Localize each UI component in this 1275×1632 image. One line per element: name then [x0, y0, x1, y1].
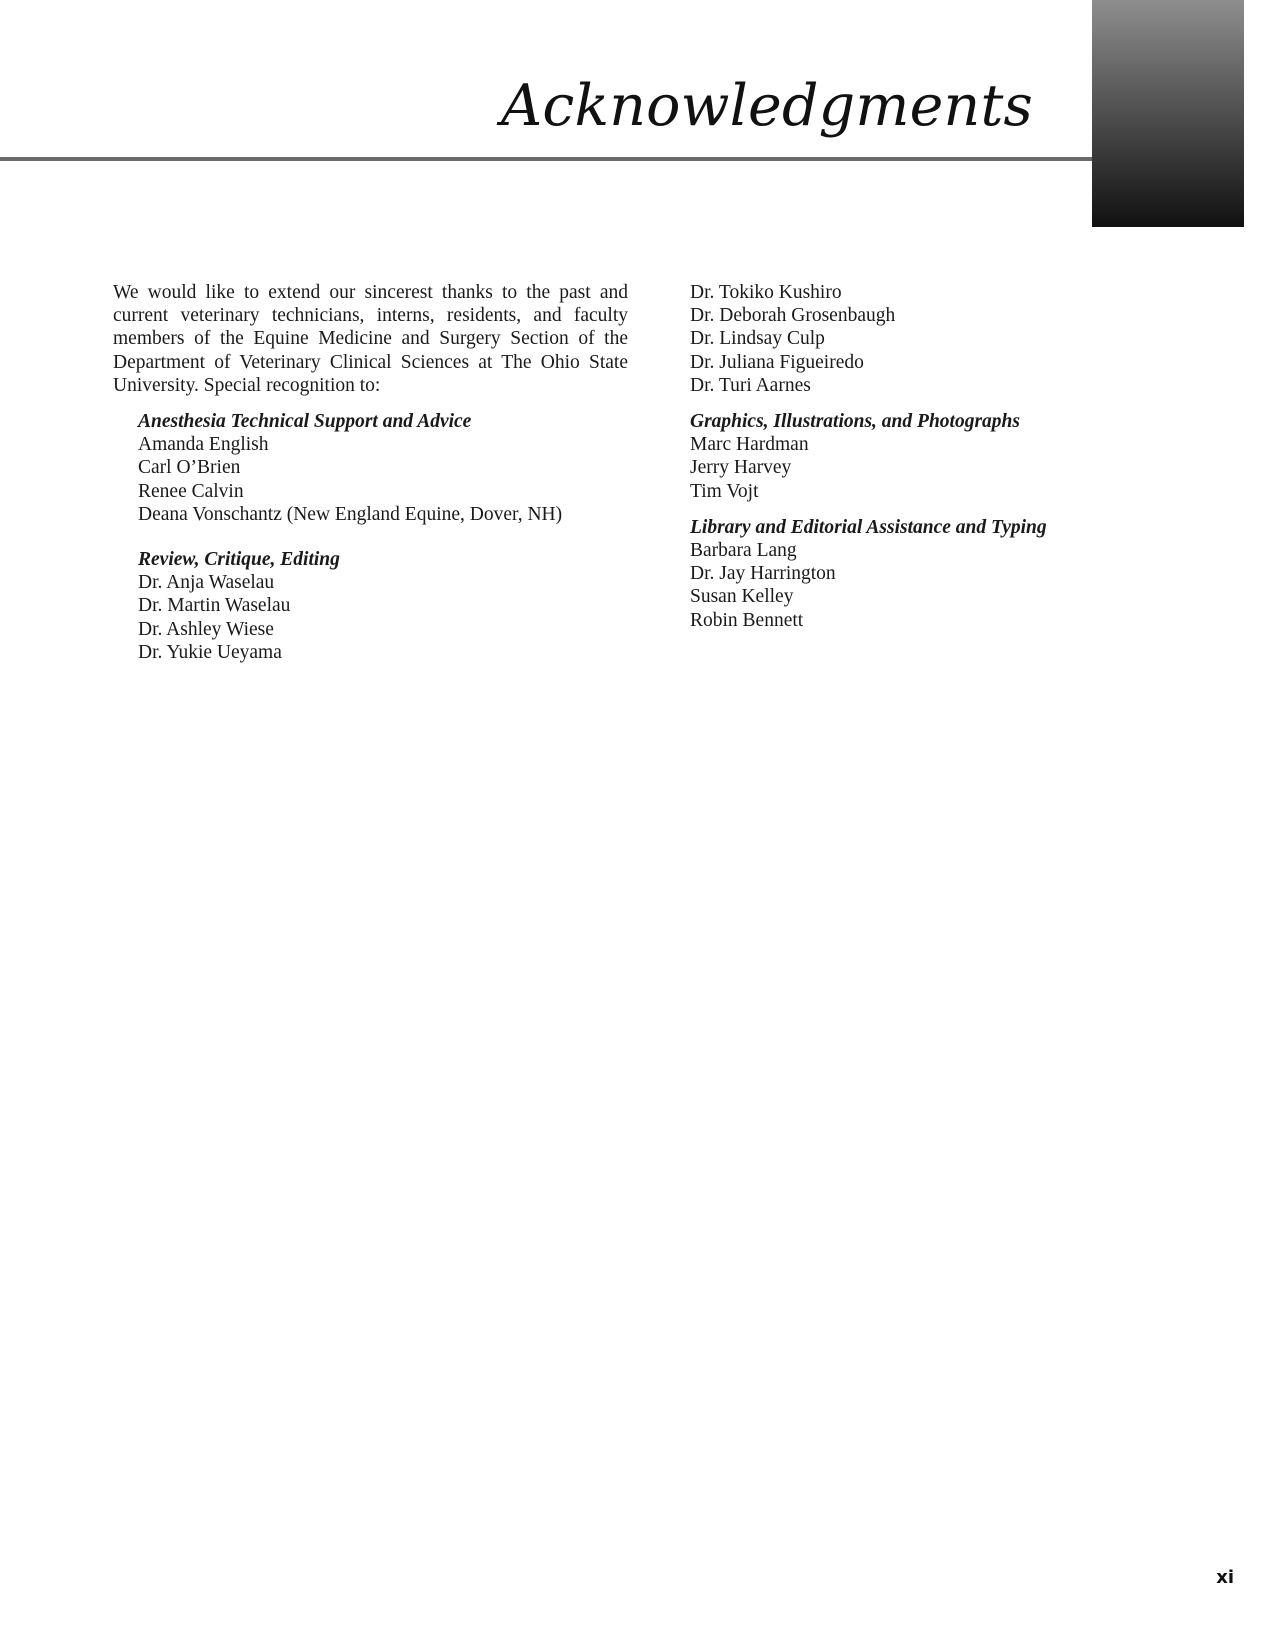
person-name: Barbara Lang — [690, 540, 797, 562]
group-library-editorial — [690, 516, 1110, 632]
person-name: Dr. Deborah Grosenbaugh — [690, 305, 896, 327]
right-column — [690, 281, 1110, 645]
chapter-tab-decoration — [1092, 0, 1244, 227]
left-column — [113, 281, 628, 677]
page-number: xi — [1216, 1567, 1234, 1588]
group-review-continued — [690, 281, 1110, 397]
person-name: Dr. Tokiko Kushiro — [690, 282, 842, 303]
person-name: Susan Kelley — [690, 586, 794, 608]
group-heading: Anesthesia Technical Support and Advice — [138, 411, 472, 433]
person-name: Dr. Martin Waselau — [138, 595, 291, 617]
person-name: Jerry Harvey — [690, 457, 792, 479]
intro-paragraph: We would like to extend our sincerest thanks to the past and current veterinary technicians, interns, residents, and faculty members of the Equine Medicine and Surgery Section of the Department of Veterinary Clinical Sciences at The Ohio State University. Special recognition to: — [113, 282, 628, 396]
person-name: Carl O’Brien — [138, 457, 241, 479]
person-name: Dr. Lindsay Culp — [690, 328, 825, 350]
person-name: Marc Hardman — [690, 434, 809, 456]
person-name: Dr. Anja Waselau — [138, 572, 275, 594]
person-name: Tim Vojt — [690, 480, 759, 502]
person-name: Dr. Turi Aarnes — [690, 374, 811, 396]
group-heading: Review, Critique, Editing — [138, 549, 340, 571]
group-heading: Graphics, Illustrations, and Photographs — [690, 411, 1020, 433]
person-name: Dr. Juliana Figueiredo — [690, 351, 864, 373]
title-rule — [0, 157, 1092, 161]
group-graphics-illustrations — [690, 410, 1110, 503]
person-name: Dr. Jay Harrington — [690, 563, 836, 585]
person-name: Dr. Ashley Wiese — [138, 618, 274, 640]
group-review-critique-editing — [113, 548, 628, 664]
person-name: Renee Calvin — [138, 480, 244, 502]
group-heading: Library and Editorial Assistance and Typing — [690, 516, 1047, 538]
person-name: Robin Bennett — [690, 609, 804, 631]
person-name: Amanda English — [138, 434, 269, 456]
person-name: Dr. Yukie Ueyama — [138, 641, 282, 663]
person-name: Deana Vonschantz (New England Equine, Dover, NH) — [138, 503, 563, 525]
group-anesthesia-support — [113, 410, 628, 526]
page-title: Acknowledgments — [500, 73, 1033, 139]
